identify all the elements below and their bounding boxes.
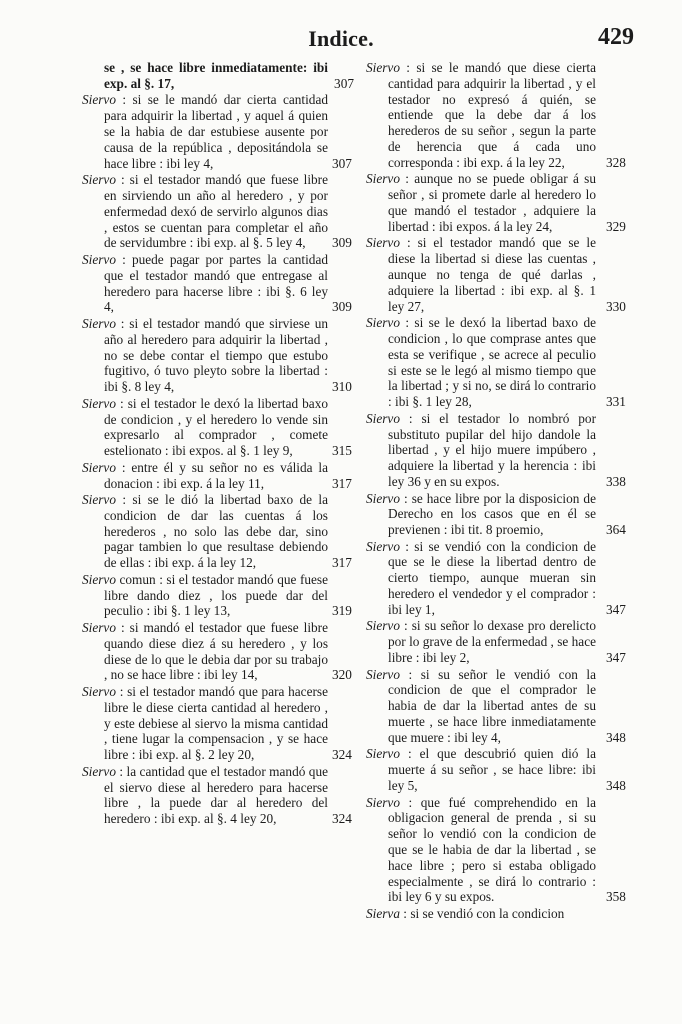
index-entry: Siervo comun : si el testador mandó que fuese libre dando diez , los puede dar del peculio : ibi §. 1 ley 13, 319 [82, 571, 352, 619]
entry-keyword: Siervo [82, 620, 116, 636]
entry-keyword: Siervo [82, 684, 116, 700]
entry-text: : si el testador mandó que se le diese la libertad si diese las cuentas , aunque no tenga de qué darlas , adquiere la libertad : ibi exp. al §. 1 ley 27, [388, 235, 596, 314]
entry-text: : si el testador mandó que para hacerse libre le diese cierta cantidad al heredero , y este debiese al siervo la misma cantidad , tiene lugar la compensacion , y se hace libre : ibi exp. al §. 2 ley 20, [104, 684, 328, 763]
index-entry: Siervo : si el testador mandó que fuese libre en sirviendo un año al heredero , y por enfermedad dexó de servirlo algunos dias , estos se cuentan para completar el año de servidumbre : ibi exp. al §. 5 ley 4, 309 [82, 172, 352, 251]
index-entry: Siervo : si su señor le vendió con la condicion de que el comprador le habia de dar la libertad antes de su muerte , se hace libre inmediatamente que muere : ibi ley 4, 348 [366, 666, 626, 745]
entry-text: : si el testador mandó que sirviese un año al heredero para adquirir la libertad , no se debe contar el tiempo que estubo fugitivo, ó tuvo pleyto sobre la libertad : ibi §. 8 ley 4, [104, 315, 328, 395]
index-entry: Siervo : si el testador le dexó la libertad baxo de condicion , y el heredero lo vende sin expresarlo al comprador , comete estelionato : ibi expos. al §. 1 ley 9, 315 [82, 395, 352, 459]
entry-keyword: Siervo [82, 315, 116, 331]
entry-keyword: Siervo [366, 410, 400, 426]
entry-keyword: Siervo [82, 92, 116, 108]
running-header-title: Indice. [308, 26, 374, 51]
index-entry: Siervo : si se le dexó la libertad baxo de condicion , lo que comprase antes que esta se verifique , se acrece al peculio si este se le legó al mismo tiempo que la libertad ; y si no, se dirá lo contrario : ibi §. 1 ley 28, 331 [366, 315, 626, 410]
index-entry: Siervo : si se vendió con la condicion de que se le diese la libertad dentro de cierto tiempo, aunque mueran sin heredero el vendedor y el comprador : ibi ley 1, 347 [366, 538, 626, 617]
index-column-left [82, 60, 354, 828]
entry-text: : si el testador lo nombró por substituto pupilar del hijo dandole la libertad , y el hijo muere impúbero , adquiere la libertad y la herencia : ibi ley 36 y en su expos. [388, 410, 596, 489]
entry-text: : si se le dexó la libertad baxo de condicion , lo que comprase antes que esta se verifique , se acrece al peculio si este se le legó al mismo tiempo que la libertad ; y si no, se dirá lo contrario : ibi §. 1 ley 28, [388, 315, 596, 410]
entry-text: : que fué comprehendido en la obligacion general de prenda , si su señor lo vendió con la condicion de que se le habia de dar la libertad , se hace libre ; pero si estaba obligado especialmente , se dirá lo contrario : ibi ley 6 y su expos. [388, 794, 596, 905]
index-entry: Siervo : puede pagar por partes la cantidad que el testador mandó que entregase al heredero para hacerse libre : ibi §. 6 ley 4, 309 [82, 251, 352, 315]
entry-keyword: Siervo [366, 666, 400, 682]
entry-text: se , se hace libre inmediatamente: ibi exp. al §. 17, [104, 60, 328, 91]
entry-keyword: Siervo [82, 459, 116, 475]
entry-keyword: Siervo [366, 794, 400, 810]
index-entry: Siervo : si el testador lo nombró por substituto pupilar del hijo dandole la libertad , y el hijo muere impúbero , adquiere la libertad y la herencia : ibi ley 36 y en su expos. 338 [366, 410, 626, 489]
entry-keyword: Siervo [82, 172, 116, 188]
index-entry: Siervo : que fué comprehendido en la obligacion general de prenda , si su señor lo vendió con la condicion de que se le habia de dar la libertad , se hace libre ; pero si estaba obligado especialmente , se dirá lo contrario : ibi ley 6 y su expos. 358 [366, 794, 626, 905]
entry-keyword: Siervo [82, 395, 116, 411]
entry-text: : si el testador mandó que fuese libre en sirviendo un año al heredero , y por enfermedad dexó de servirlo algunos dias , estos se cuentan para completar el año de servidumbre : ibi exp. al §. 5 ley 4, [104, 172, 328, 251]
entry-keyword: Siervo [366, 171, 400, 187]
index-column-right [366, 60, 626, 923]
index-entry: Siervo : si el testador mandó que se le diese la libertad si diese las cuentas , aunque no tenga de qué darlas , adquiere la libertad : ibi exp. al §. 1 ley 27, 330 [366, 235, 626, 314]
entry-text: : la cantidad que el testador mandó que el siervo diese al heredero para hacerse libre , la puede dar al heredero del heredero : ibi exp. al §. 4 ley 20, [104, 763, 328, 827]
entry-text: : si su señor le vendió con la condicion de que el comprador le habia de dar la libertad antes de su muerte , se hace libre inmediatamente que muere : ibi ley 4, [388, 666, 596, 745]
index-entry: Siervo : si mandó el testador que fuese libre quando diese diez á su heredero , y los diese de lo que le debia dar por su trabajo , no se hace libre : ibi ley 14, 320 [82, 620, 352, 683]
index-entry: Siervo : si el testador mandó que sirviese un año al heredero para adquirir la libertad , no se debe contar el tiempo que estubo fugitivo, ó tuvo pleyto sobre la libertad : ibi §. 8 ley 4, 310 [82, 315, 352, 395]
entry-keyword: Siervo [366, 538, 400, 554]
index-entry: Siervo : si se le mandó dar cierta cantidad para adquirir la libertad , y aquel á quien se la habia de dar estubiese ausente por causa de la república , depositándola se hace libre : ibi ley 4, 307 [82, 92, 352, 171]
index-entry: Siervo : si se le dió la libertad baxo de la condicion de dar las cuentas á los herederos , no solo las debe dar, sino pagar tambien lo que resultase debiendo de ellas : ibi exp. á la ley 12, 317 [82, 492, 352, 571]
entry-text: comun : si el testador mandó que fuese libre dando diez , los puede dar del peculio : ibi §. 1 ley 13, [104, 571, 328, 619]
entry-keyword: Siervo [366, 315, 400, 331]
index-entry [82, 60, 354, 92]
entry-text: : el que descubrió quien dió la muerte á su señor , se hace libre: ibi ley 5, [388, 746, 596, 794]
entry-text: : si su señor lo dexase pro derelicto por lo grave de la enfermedad , se hace libre : ibi ley 2, [388, 618, 596, 666]
entry-keyword: Siervo [82, 571, 116, 587]
entry-keyword: Siervo [366, 746, 400, 762]
index-entry: Siervo : se hace libre por la disposicion de Derecho en los casos que en él se previenen : ibi tit. 8 proemio, 364 [366, 490, 626, 538]
entry-keyword: Siervo [366, 235, 400, 251]
entry-text: : si se le dió la libertad baxo de la condicion de dar las cuentas á los herederos , no solo las debe dar, sino pagar tambien lo que resultase debiendo de ellas : ibi exp. á la ley 12, [104, 492, 328, 571]
entry-text: : si se le mandó que diese cierta cantidad para adquirir la libertad , y el testador no expresó á quién, se entiende que la debe dar á los herederos de su señor , segun la parte de herencia que á cada uno corresponda : ibi exp. á la ley 22, [388, 60, 596, 170]
entry-keyword: Siervo [366, 490, 400, 506]
index-entry: Siervo : aunque no se puede obligar á su señor , si promete darle al heredero lo que mandó el testador , adquiere la libertad : ibi expos. á la ley 24, 329 [366, 171, 626, 234]
index-entry: Siervo : si se le mandó que diese cierta cantidad para adquirir la libertad , y el testador no expresó á quién, se entiende que la debe dar á los herederos de su señor , segun la parte de herencia que á cada uno corresponda : ibi exp. á la ley 22, 328 [366, 60, 626, 170]
entry-page-ref: 307 [334, 75, 354, 91]
entry-text: : si el testador le dexó la libertad baxo de condicion , y el heredero lo vende sin expresarlo al comprador , comete estelionato : ibi expos. al §. 1 ley 9, [104, 395, 328, 459]
entry-text: : si se vendió con la condicion [399, 906, 565, 921]
entry-keyword: Siervo [366, 60, 400, 75]
entry-keyword: Siervo [82, 492, 116, 508]
entry-keyword: Siervo [366, 618, 400, 634]
entry-text: : se hace libre por la disposicion de Derecho en los casos que en él se previenen : ibi tit. 8 proemio, [388, 490, 596, 538]
index-entry: Siervo : si su señor lo dexase pro derelicto por lo grave de la enfermedad , se hace libre : ibi ley 2, 347 [366, 618, 626, 666]
index-entry: Siervo : entre él y su señor no es válida la donacion : ibi exp. á la ley 11, 317 [82, 459, 352, 491]
index-entry: Siervo : el que descubrió quien dió la muerte á su señor , se hace libre: ibi ley 5, 348 [366, 746, 626, 794]
index-entry [366, 906, 622, 922]
entry-text: : si se vendió con la condicion de que se le diese la libertad dentro de cierto tiempo, aunque mueran sin heredero el vendedor y el comprador : ibi ley 1, [388, 538, 596, 617]
entry-keyword: Siervo [82, 251, 116, 267]
index-entry: Siervo : si el testador mandó que para hacerse libre le diese cierta cantidad al heredero , y este debiese al siervo la misma cantidad , tiene lugar la compensacion , y se hace libre : ibi exp. al §. 2 ley 20, 324 [82, 684, 352, 763]
entry-text: : aunque no se puede obligar á su señor , si promete darle al heredero lo que mandó el testador , adquiere la libertad : ibi expos. á la ley 24, [388, 171, 596, 234]
entry-text: : si mandó el testador que fuese libre quando diese diez á su heredero , y los diese de lo que le debia dar por su trabajo , no se hace libre : ibi ley 14, [104, 620, 328, 683]
entry-text: : si se le mandó dar cierta cantidad para adquirir la libertad , y aquel á quien se la habia de dar estubiese ausente por causa de la república , depositándola se hace libre : ibi ley 4, [104, 92, 328, 171]
index-entry: Siervo : la cantidad que el testador mandó que el siervo diese al heredero para hacerse libre , la puede dar al heredero del heredero : ibi exp. al §. 4 ley 20, 324 [82, 763, 352, 827]
page-number: 429 [598, 24, 634, 50]
entry-text: : puede pagar por partes la cantidad que el testador mandó que entregase al heredero para hacerse libre : ibi §. 6 ley 4, [104, 251, 328, 315]
entry-keyword: Siervo [82, 763, 116, 779]
entry-text: : entre él y su señor no es válida la donacion : ibi exp. á la ley 11, [104, 459, 328, 491]
entry-keyword: Sierva [366, 906, 400, 921]
